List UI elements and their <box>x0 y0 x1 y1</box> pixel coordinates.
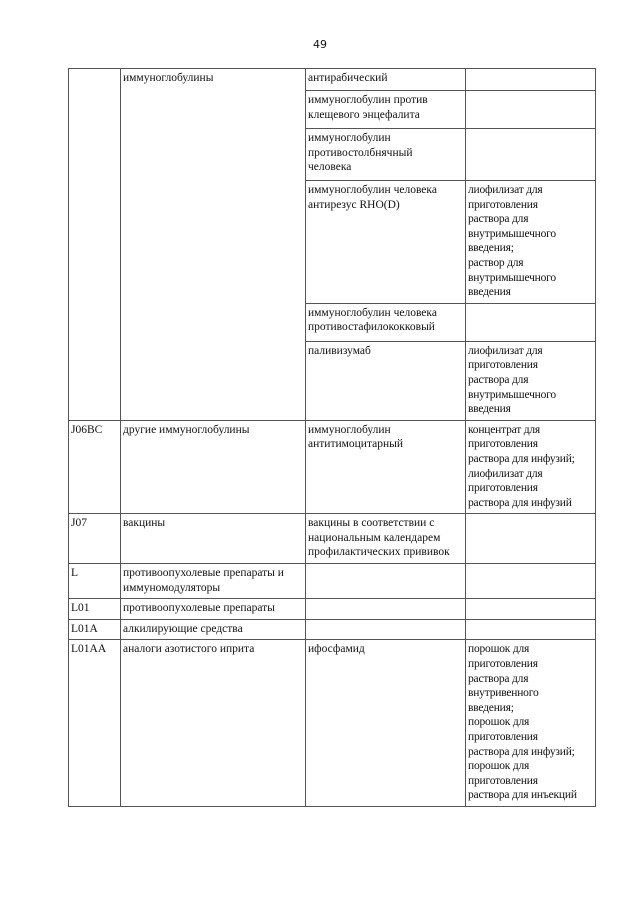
drug-name-cell: иммуноглобулин человека противостафилококковый <box>306 303 466 341</box>
dosage-form-cell <box>466 303 596 341</box>
drug-name-cell <box>306 564 466 599</box>
drug-name-cell: иммуноглобулин противостолбнячный человека <box>306 129 466 181</box>
dosage-form-cell <box>466 514 596 564</box>
group-cell: противоопухолевые препараты <box>121 599 306 620</box>
table-row <box>69 640 596 807</box>
atc-code-cell: L01A <box>69 619 121 640</box>
drug-name-cell: антирабический <box>306 69 466 91</box>
drug-name-cell: паливизумаб <box>306 341 466 420</box>
atc-code-cell: L01 <box>69 599 121 620</box>
page-number: 49 <box>313 38 327 51</box>
group-cell: другие иммуноглобулины <box>121 420 306 514</box>
atc-code-cell <box>69 69 121 421</box>
dosage-form-cell <box>466 69 596 91</box>
dosage-form-cell <box>466 129 596 181</box>
table-row <box>69 619 596 640</box>
table-row <box>69 514 596 564</box>
dosage-form-cell <box>466 599 596 620</box>
drug-name-cell: иммуноглобулин человека антирезус RHO(D) <box>306 181 466 304</box>
drug-name-cell: иммуноглобулин против клещевого энцефалита <box>306 91 466 129</box>
group-cell: противоопухолевые препараты и иммуномодуляторы <box>121 564 306 599</box>
group-cell: иммуноглобулины <box>121 69 306 421</box>
group-cell: алкилирующие средства <box>121 619 306 640</box>
dosage-form-cell <box>466 619 596 640</box>
dosage-form-cell: лиофилизат для приготовления раствора для внутримышечного введения; раствор для внутримышечного введения <box>466 181 596 304</box>
drug-name-cell: вакцины в соответствии с национальным календарем профилактических прививок <box>306 514 466 564</box>
drug-name-cell: иммуноглобулин антитимоцитарный <box>306 420 466 514</box>
dosage-form-cell <box>466 91 596 129</box>
drug-name-cell <box>306 599 466 620</box>
dosage-form-cell <box>466 564 596 599</box>
table-row <box>69 599 596 620</box>
drug-name-cell <box>306 619 466 640</box>
group-cell: вакцины <box>121 514 306 564</box>
atc-code-cell: J07 <box>69 514 121 564</box>
drug-table <box>68 68 596 807</box>
atc-code-cell: J06BC <box>69 420 121 514</box>
dosage-form-cell: концентрат для приготовления раствора для инфузий; лиофилизат для приготовления раствора для инфузий <box>466 420 596 514</box>
drug-name-cell: ифосфамид <box>306 640 466 807</box>
dosage-form-cell: лиофилизат для приготовления раствора для внутримышечного введения <box>466 341 596 420</box>
dosage-form-cell: порошок для приготовления раствора для внутривенного введения; порошок для приготовления раствора для инфузий; порошок для приготовления раствора для инъекций <box>466 640 596 807</box>
table-row <box>69 69 596 91</box>
table-row <box>69 420 596 514</box>
group-cell: аналоги азотистого иприта <box>121 640 306 807</box>
atc-code-cell: L <box>69 564 121 599</box>
table-row <box>69 564 596 599</box>
atc-code-cell: L01AA <box>69 640 121 807</box>
